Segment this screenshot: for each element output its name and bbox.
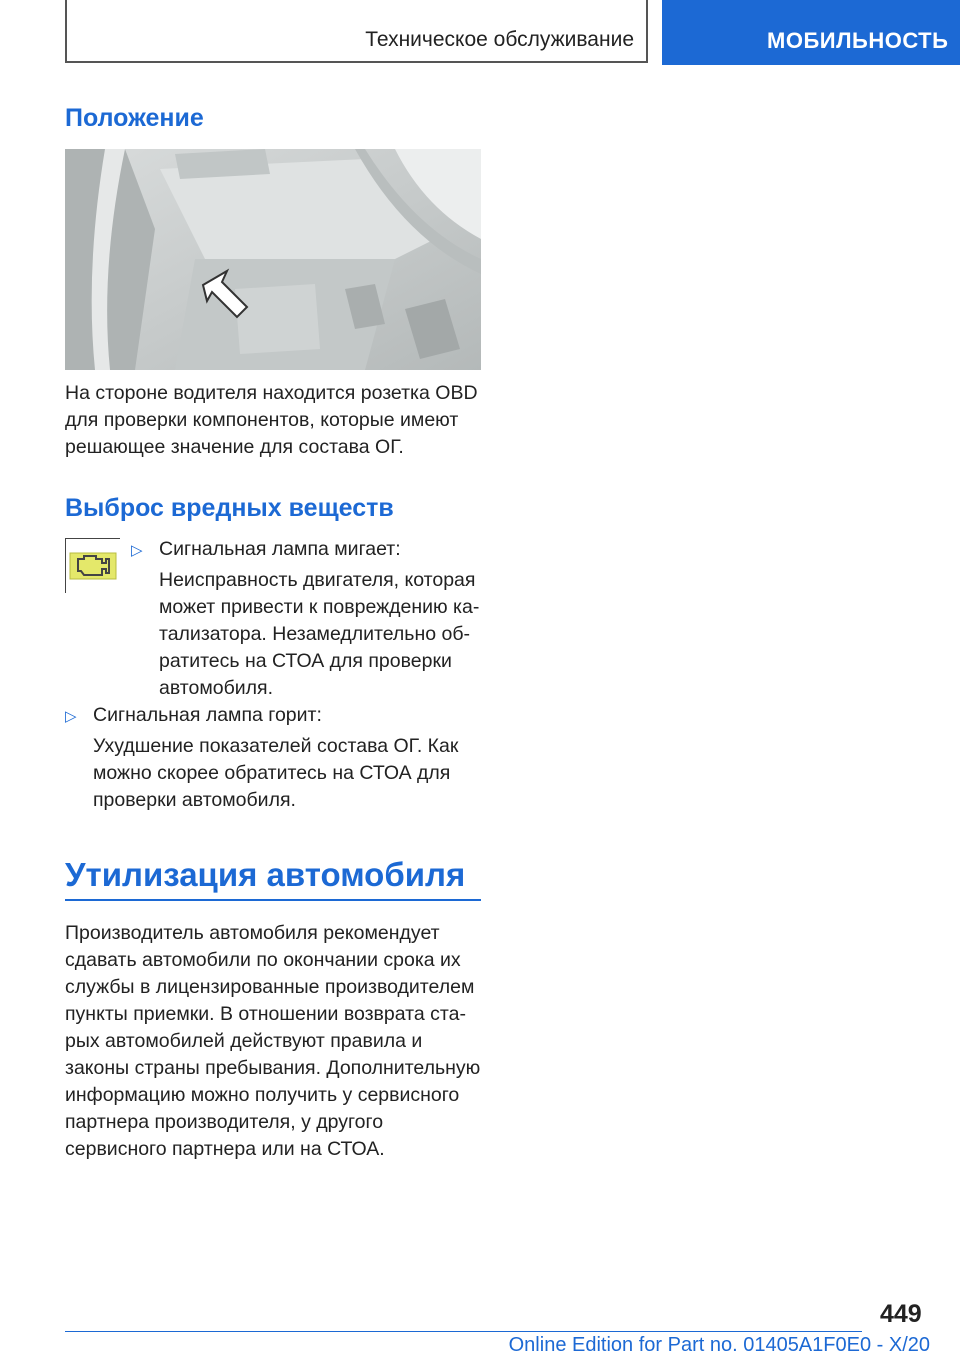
heading-underline <box>65 899 481 901</box>
lamp-lit-description: Ухудшение показателей состава ОГ. Как можно скорее обратитесь на СТОА для проверки автомобиля. <box>93 735 459 811</box>
obd-socket-photo <box>65 149 481 370</box>
header-section-title: Техническое обслуживание <box>365 28 634 51</box>
heading-position: Положение <box>65 104 204 132</box>
check-engine-icon <box>65 538 120 593</box>
lamp-flashing-label: Сигнальная лампа мигает: <box>159 538 401 560</box>
lamp-flashing-description: Неисправность двигателя, которая может привести к повреждению катализатора. Незамедлительно обратитесь на СТОА для проверки автомобиля. <box>159 569 480 699</box>
heading-disposal: Утилизация автомобиля <box>65 856 466 893</box>
obd-description: На стороне водителя находится розетка OBD для проверки компонентов, которые имеют решающее значение для состава ОГ. <box>65 382 478 458</box>
lamp-lit-label: Сигнальная лампа горит: <box>93 704 322 726</box>
header-chapter-tab[interactable] <box>662 0 960 65</box>
bullet-icon: ▷ <box>131 542 143 559</box>
header-section-box <box>65 0 648 63</box>
footer-divider <box>65 1331 862 1332</box>
bullet-icon: ▷ <box>65 708 77 725</box>
page-number: 449 <box>880 1300 922 1328</box>
disposal-description: Производитель автомобиля рекомендует сдавать автомобили по окончании срока их службы в лицензированные производителем пункты приемки. В отношении возврата старых автомобилей действуют правила и законы страны пребывания. Дополнительную информацию можно получить у сервисного партнера производителя, у другого сервисного партнера или на СТОА. <box>65 922 481 1160</box>
heading-emissions: Выброс вредных веществ <box>65 494 394 522</box>
footer-edition: Online Edition for Part no. 01405A1F0E0 - X/20 <box>508 1334 930 1356</box>
header-chapter-title: МОБИЛЬНОСТЬ <box>767 28 949 53</box>
